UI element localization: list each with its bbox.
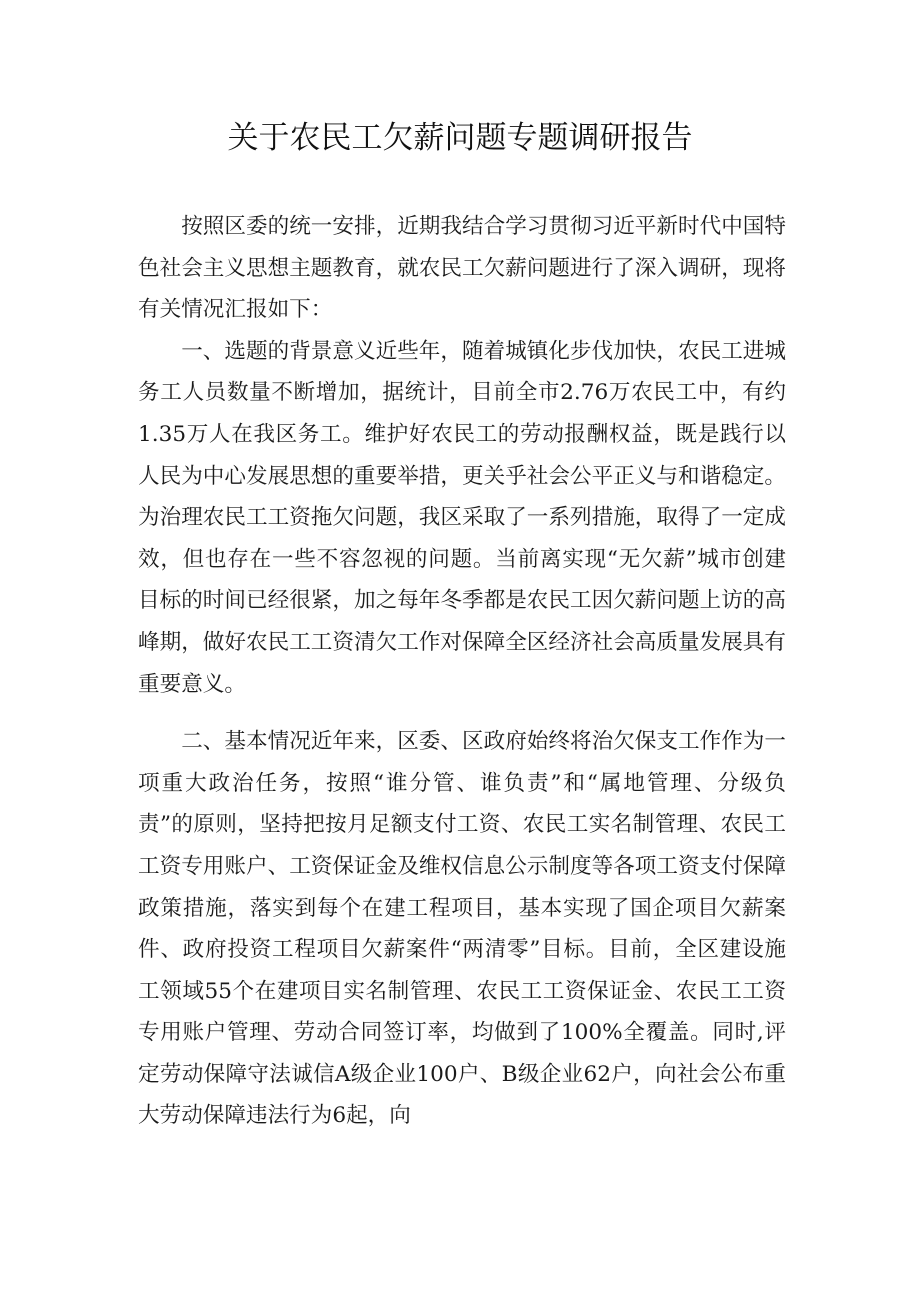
paragraph-intro: 按照区委的统一安排，近期我结合学习贯彻习近平新时代中国特色社会主义思想主题教育，就农民工欠薪问题进行了深入调研，现将有关情况汇报如下： [138,214,786,323]
document-body [138,206,786,1137]
paragraph-background: 一、选题的背景意义近些年，随着城镇化步伐加快，农民工进城务工人员数量不断增加，据统计，目前全市2.76万农民工中，有约1.35万人在我区务工。维护好农民工的劳动报酬权益，既是践行以人民为中心发展思想的重要举措，更关乎社会公平正义与和谐稳定。为治理农民工工资拖欠问题，我区采取了一系列措施，取得了一定成效，但也存在一些不容忽视的问题。当前离实现“无欠薪”城市创建目标的时间已经很紧，加之每年冬季都是农民工因欠薪问题上访的高峰期，做好农民工工资清欠工作对保障全区经济社会高质量发展具有重要意义。 [138,338,786,697]
paragraph-basic-situation: 二、基本情况近年来，区委、区政府始终将治欠保支工作作为一项重大政治任务，按照“谁分管、谁负责”和“属地管理、分级负责”的原则，坚持把按月足额支付工资、农民工实名制管理、农民工工资专用账户、工资保证金及维权信息公示制度等各项工资支付保障政策措施，落实到每个在建工程项目，基本实现了国企项目欠薪案件、政府投资工程项目欠薪案件“两清零”目标。目前，全区建设施工领域55个在建项目实名制管理、农民工工资保证金、农民工工资专用账户管理、劳动合同签订率，均做到了100%全覆盖。同时,评定劳动保障守法诚信A级企业100户、B级企业62户，向社会公布重大劳动保障违法行为6起，向 [138,729,786,1129]
document-title: 关于农民工欠薪问题专题调研报告 [227,120,693,156]
